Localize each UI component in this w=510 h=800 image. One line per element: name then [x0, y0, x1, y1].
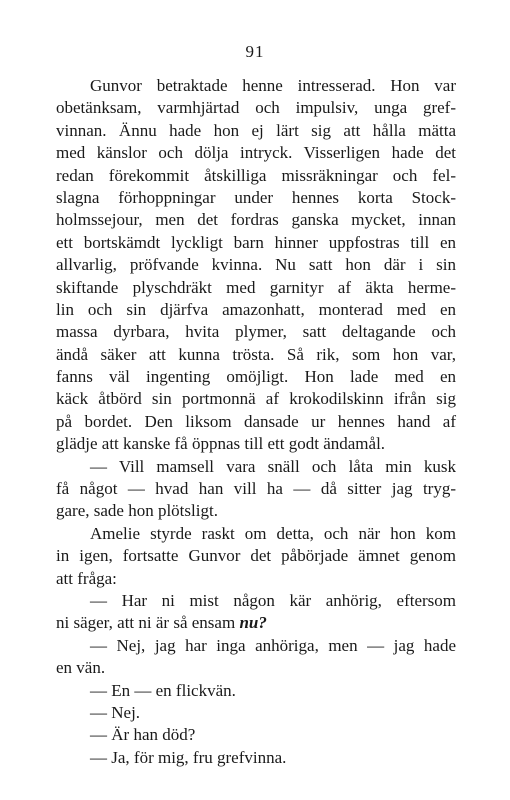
text-line-5: redan förekommit åtskilliga missräkningar och fel-	[56, 165, 456, 185]
text-line-18: — Vill mamsell vara snäll och låta min kusk	[90, 456, 456, 476]
text-line-25-main: ni säger, att ni är så ensam	[56, 613, 236, 633]
text-line-21: Amelie styrde raskt om detta, och när hon kom	[90, 523, 456, 543]
text-line-7: holmssejour, men det fordras ganska mycket, innan	[56, 210, 456, 230]
text-line-12: massa dyrbara, hvita plymer, satt deltagande och	[56, 322, 456, 342]
text-line-31: — Ja, för mig, fru grefvinna.	[90, 747, 287, 767]
emphasized-word: nu?	[239, 613, 267, 633]
text-line-26: — Nej, jag har inga anhöriga, men — jag hade	[90, 635, 456, 655]
text-line-25	[56, 612, 456, 634]
text-line-22: in igen, fortsatte Gunvor det påbörjade ämnet genom	[56, 546, 456, 566]
text-line-4: med känslor och dölja intryck. Visserligen hade det	[56, 143, 456, 163]
text-line-19: få något — hvad han vill ha — då sitter jag tryg-	[56, 479, 456, 499]
text-line-3: vinnan. Ännu hade hon ej lärt sig att hålla mätta	[56, 120, 456, 140]
body-text	[56, 75, 456, 769]
text-line-17: glädje att kanske få öppnas till ett godt ändamål.	[56, 434, 386, 454]
text-line-2: obetänksam, varmhjärtad och impulsiv, unga gref-	[56, 98, 456, 118]
text-line-6: slagna förhoppningar under hennes korta Stock-	[56, 187, 456, 207]
text-line-11: lin och sin djärfva amazonhatt, monterad med en	[56, 299, 456, 319]
text-line-30: — Är han död?	[90, 725, 196, 745]
text-line-27: en vän.	[56, 658, 106, 678]
text-line-14: fanns väl ingenting omöjligt. Hon lade med en	[56, 367, 456, 387]
text-line-20: gare, sade hon plötsligt.	[56, 501, 218, 521]
text-line-24: — Har ni mist någon kär anhörig, eftersom	[90, 590, 456, 610]
text-line-16: på bordet. Den liksom dansade ur hennes hand af	[56, 411, 456, 431]
page-number: 91	[245, 42, 265, 61]
text-line-10: skiftande plyschdräkt med garnityr af äkta herme-	[56, 277, 456, 297]
text-line-9: allvarlig, pröfvande kvinna. Nu satt hon där i sin	[56, 255, 456, 275]
text-line-15: käck åtbörd sin portmonnä af krokodilskinn ifrån sig	[56, 389, 456, 409]
text-line-8: ett bortskämdt lyckligt barn hinner uppfostras till en	[56, 232, 456, 252]
text-line-28: — En — en flickvän.	[90, 680, 236, 700]
text-line-13: ändå säker att kunna trösta. Så rik, som hon var,	[56, 344, 456, 364]
text-line-1: Gunvor betraktade henne intresserad. Hon var	[90, 76, 456, 95]
text-line-23: att fråga:	[56, 568, 117, 588]
text-line-29: — Nej.	[90, 702, 141, 722]
